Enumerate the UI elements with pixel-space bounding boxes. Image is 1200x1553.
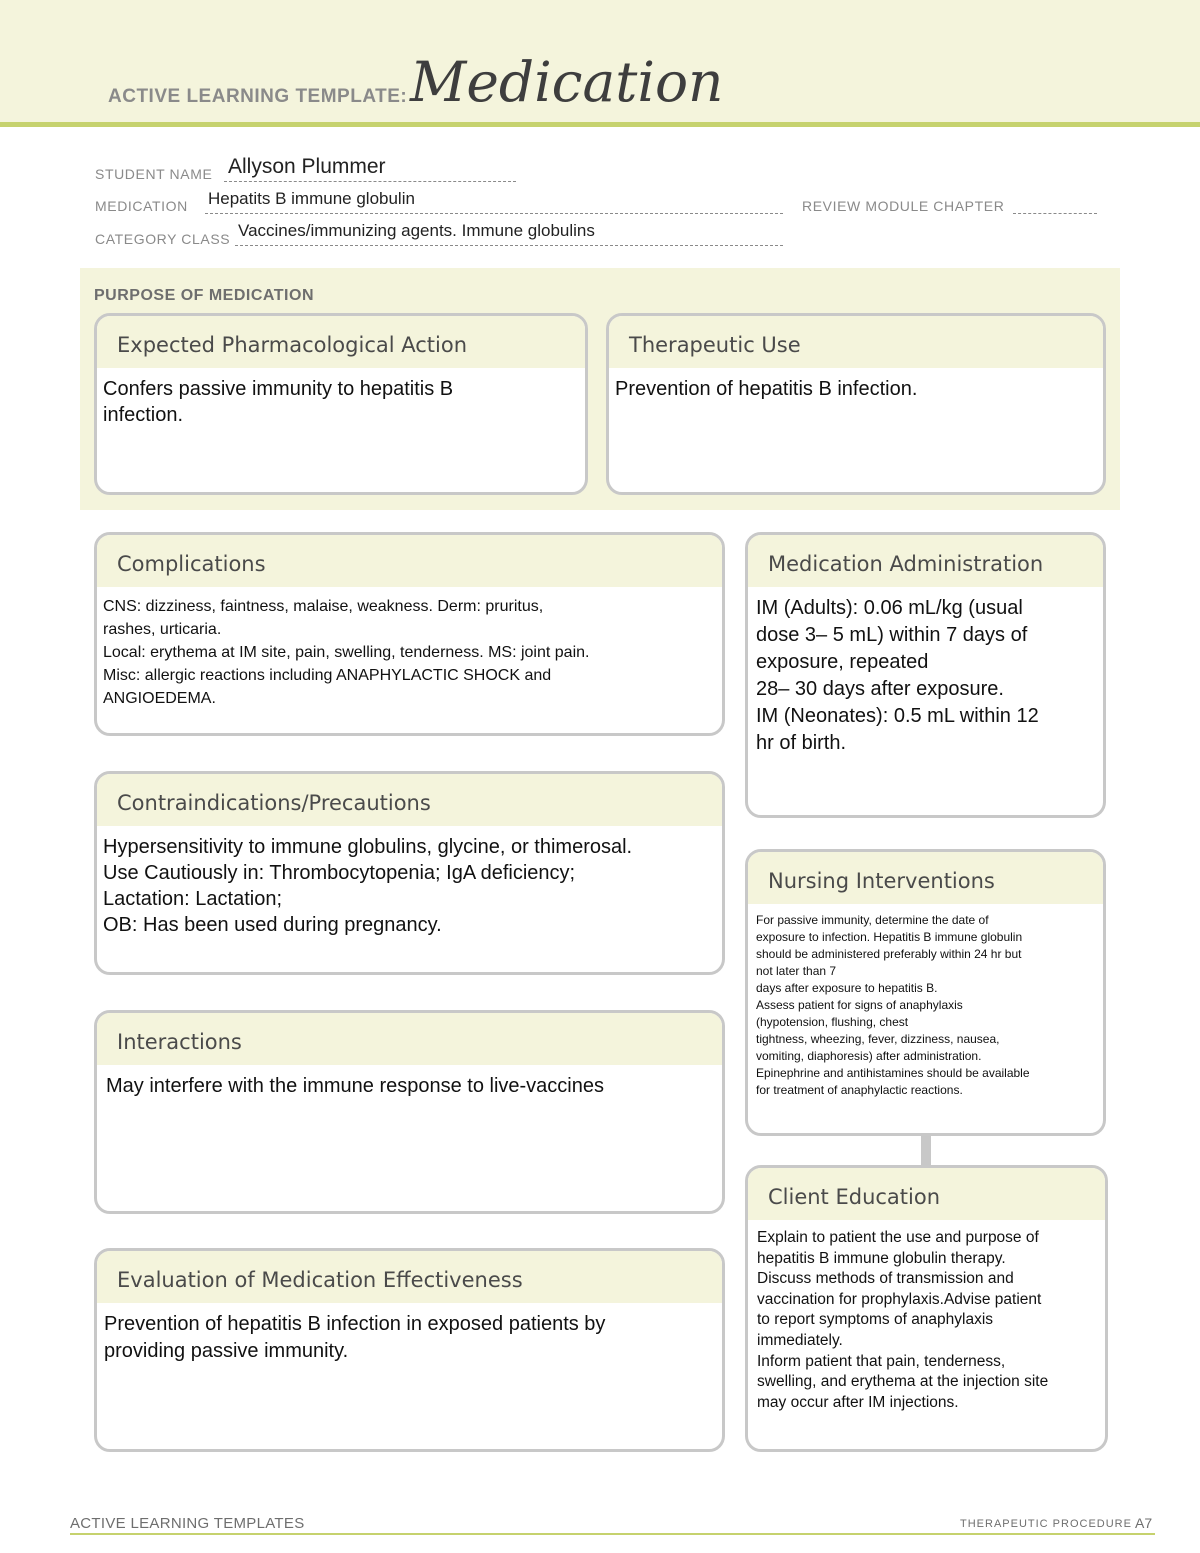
body-line: ANGIOEDEMA.: [103, 690, 216, 707]
body-line: Lactation: Lactation;: [103, 888, 283, 910]
footer-divider: [70, 1533, 1155, 1535]
contraindications-body[interactable]: [97, 826, 722, 938]
category-class-underline: [235, 245, 783, 246]
contraindications-heading: Contraindications/Precautions: [97, 774, 722, 826]
client-education-card: [745, 1165, 1108, 1452]
expected-action-heading: Expected Pharmacological Action: [97, 316, 585, 368]
nursing-interventions-card: [745, 849, 1106, 1136]
complications-heading: Complications: [97, 535, 722, 587]
medication-administration-body[interactable]: [748, 587, 1103, 757]
medication-field[interactable]: Hepatits B immune globulin: [208, 189, 415, 208]
body-line: IM (Adults): 0.06 mL/kg (usual: [756, 597, 1023, 619]
category-class-field[interactable]: Vaccines/immunizing agents. Immune globulins: [238, 221, 595, 240]
purpose-title: PURPOSE OF MEDICATION: [94, 287, 314, 304]
body-line: vomiting, diaphoresis) after administration.: [756, 1049, 982, 1063]
body-line: Misc: allergic reactions including ANAPHYLACTIC SHOCK and: [103, 667, 552, 684]
body-line: immediately.: [757, 1331, 843, 1349]
client-education-body[interactable]: [748, 1220, 1105, 1413]
body-line: providing passive immunity.: [104, 1340, 349, 1362]
evaluation-card: [94, 1248, 725, 1452]
body-line: Local: erythema at IM site, pain, swelling, tenderness. MS: joint pain.: [103, 644, 590, 661]
body-line: exposure to infection. Hepatitis B immune globulin: [756, 930, 1023, 944]
medication-administration-card: [745, 532, 1106, 818]
body-line: not later than 7: [756, 964, 837, 978]
body-line: IM (Neonates): 0.5 mL within 12: [756, 705, 1039, 727]
body-line: infection.: [103, 404, 184, 426]
medication-underline: [205, 213, 783, 214]
therapeutic-use-body[interactable]: [609, 368, 1103, 402]
body-line: May interfere with the immune response to live-vaccines: [106, 1075, 604, 1097]
body-line: vaccination for prophylaxis.Advise patient: [757, 1290, 1042, 1308]
student-name-label: STUDENT NAME: [95, 166, 213, 182]
body-line: Hypersensitivity to immune globulins, glycine, or thimerosal.: [103, 836, 633, 858]
body-line: to report symptoms of anaphylaxis: [757, 1311, 994, 1329]
body-line: (hypotension, flushing, chest: [756, 1015, 909, 1029]
body-line: Prevention of hepatitis B infection.: [615, 378, 918, 400]
interactions-heading: Interactions: [97, 1013, 722, 1065]
body-line: CNS: dizziness, faintness, malaise, weakness. Derm: pruritus,: [103, 598, 544, 615]
body-line: Inform patient that pain, tenderness,: [757, 1352, 1006, 1370]
body-line: hepatitis B immune globulin therapy.: [757, 1249, 1006, 1267]
template-label: ACTIVE LEARNING TEMPLATE:: [108, 86, 408, 107]
body-line: Use Cautiously in: Thrombocytopenia; IgA deficiency;: [103, 862, 576, 884]
evaluation-body[interactable]: [97, 1303, 722, 1365]
client-education-heading: Client Education: [748, 1168, 1105, 1220]
review-module-label: REVIEW MODULE CHAPTER: [802, 198, 1005, 214]
body-line: may occur after IM injections.: [757, 1393, 959, 1411]
body-line: Confers passive immunity to hepatitis B: [103, 378, 454, 400]
body-line: hr of birth.: [756, 732, 847, 754]
nursing-interventions-body[interactable]: [748, 904, 1103, 1099]
medication-label: MEDICATION: [95, 198, 188, 214]
interactions-card: [94, 1010, 725, 1214]
body-line: rashes, urticaria.: [103, 621, 222, 638]
body-line: days after exposure to hepatitis B.: [756, 981, 938, 995]
footer-left: ACTIVE LEARNING TEMPLATES: [70, 1515, 305, 1532]
card-connector: [921, 1135, 931, 1165]
body-line: OB: Has been used during pregnancy.: [103, 914, 442, 936]
body-line: swelling, and erythema at the injection site: [757, 1373, 1049, 1391]
contraindications-card: [94, 771, 725, 975]
body-line: for treatment of anaphylactic reactions.: [756, 1083, 963, 1097]
student-name-field[interactable]: Allyson Plummer: [228, 155, 386, 178]
body-line: Assess patient for signs of anaphylaxis: [756, 998, 963, 1012]
footer-right: THERAPEUTIC PROCEDURE: [960, 1518, 1132, 1530]
complications-body[interactable]: [97, 587, 722, 710]
body-line: For passive immunity, determine the date of: [756, 913, 989, 927]
expected-action-card: [94, 313, 588, 495]
complications-card: [94, 532, 725, 736]
body-line: exposure, repeated: [756, 651, 929, 673]
therapeutic-use-card: [606, 313, 1106, 495]
medication-administration-heading: Medication Administration: [748, 535, 1103, 587]
evaluation-heading: Evaluation of Medication Effectiveness: [97, 1251, 722, 1303]
body-line: Prevention of hepatitis B infection in exposed patients by: [104, 1313, 606, 1335]
body-line: Explain to patient the use and purpose of: [757, 1229, 1039, 1246]
therapeutic-use-heading: Therapeutic Use: [609, 316, 1103, 368]
template-title: Medication: [410, 50, 724, 114]
body-line: Epinephrine and antihistamines should be available: [756, 1066, 1030, 1080]
body-line: 28– 30 days after exposure.: [756, 678, 1004, 700]
nursing-interventions-heading: Nursing Interventions: [748, 852, 1103, 904]
body-line: dose 3– 5 mL) within 7 days of: [756, 624, 1028, 646]
review-module-field[interactable]: [1013, 213, 1097, 214]
header-divider: [0, 122, 1200, 127]
body-line: Discuss methods of transmission and: [757, 1270, 1014, 1288]
category-class-label: CATEGORY CLASS: [95, 231, 231, 247]
body-line: should be administered preferably within 24 hr but: [756, 947, 1022, 961]
body-line: tightness, wheezing, fever, dizziness, nausea,: [756, 1032, 1000, 1046]
expected-action-body[interactable]: [97, 368, 585, 428]
page-number: A7: [1135, 1515, 1153, 1531]
interactions-body[interactable]: [97, 1065, 722, 1099]
student-name-underline: [224, 181, 516, 182]
